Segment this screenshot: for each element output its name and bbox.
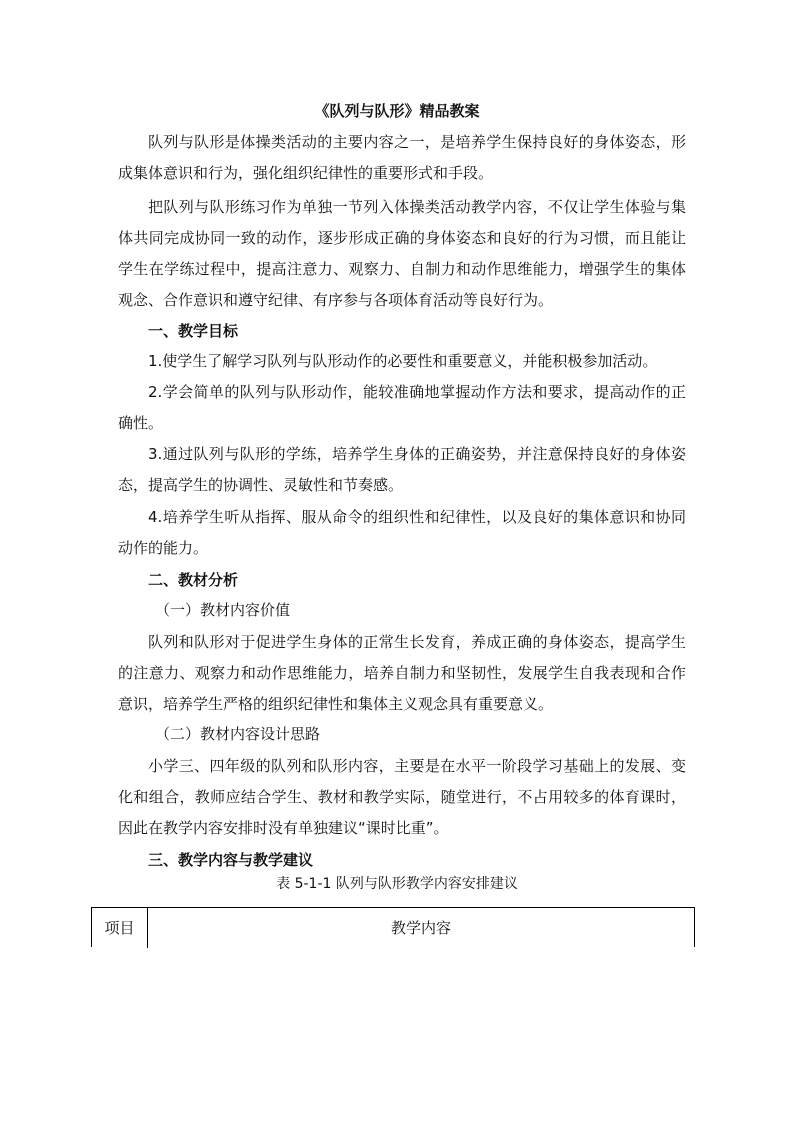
objective-item-4: 4.培养学生听从指挥、服从命令的组织性和纪律性，以及良好的集体意识和协同动作的能力。: [118, 508, 686, 557]
content-table: [91, 907, 695, 947]
objective-item-3: 3.通过队列与队形的学练，培养学生身体的正确姿势，并注意保持良好的身体姿态，提高学生的协调性、灵敏性和节奏感。: [118, 445, 686, 494]
table-header-item: 项目: [92, 908, 148, 948]
intro-paragraph-2: 把队列与队形练习作为单独一节列入体操类活动教学内容，不仅让学生体验与集体共同完成协同一致的动作，逐步形成正确的身体姿态和良好的行为习惯，而且能让学生在学练过程中，提高注意力、观察力、自制力和动作思维能力，增强学生的集体观念、合作意识和遵守纪律、有序参与各项体育活动等良好行为。: [118, 198, 686, 309]
subsection-heading-value: （一）教材内容价值: [155, 601, 291, 619]
objective-item-1: 1.使学生了解学习队列与队形动作的必要性和重要意义，并能积极参加活动。: [148, 352, 658, 370]
table-caption: 表 5-1-1 队列与队形教学内容安排建议: [276, 876, 518, 892]
table-header-content: 教学内容: [390, 919, 451, 937]
subsection-text-design: 小学三、四年级的队列和队形内容，主要是在水平一阶段学习基础上的发展、变化和组合，教师应结合学生、教材和教学实际，随堂进行，不占用较多的体育课时，因此在教学内容安排时没有单独建议“课时比重”。: [118, 757, 686, 837]
subsection-text-value: 队列和队形对于促进学生身体的正常生长发育，养成正确的身体姿态，提高学生的注意力、观察力和动作思维能力，培养自制力和坚韧性，发展学生自我表现和合作意识，培养学生严格的组织纪律性和集体主义观念具有重要意义。: [118, 633, 686, 713]
subsection-heading-design: （二）教材内容设计思路: [155, 725, 321, 743]
section-heading-analysis: 二、教材分析: [148, 571, 239, 589]
document-title: 《队列与队形》精品教案: [314, 102, 480, 120]
intro-paragraph-1: 队列与队形是体操类活动的主要内容之一，是培养学生保持良好的身体姿态，形成集体意识和行为，强化组织纪律性的重要形式和手段。: [118, 133, 686, 182]
section-heading-objectives: 一、教学目标: [148, 322, 239, 340]
section-heading-content: 三、教学内容与教学建议: [148, 851, 314, 869]
objective-item-2: 2.学会简单的队列与队形动作，能较准确地掌握动作方法和要求，提高动作的正确性。: [118, 383, 686, 432]
